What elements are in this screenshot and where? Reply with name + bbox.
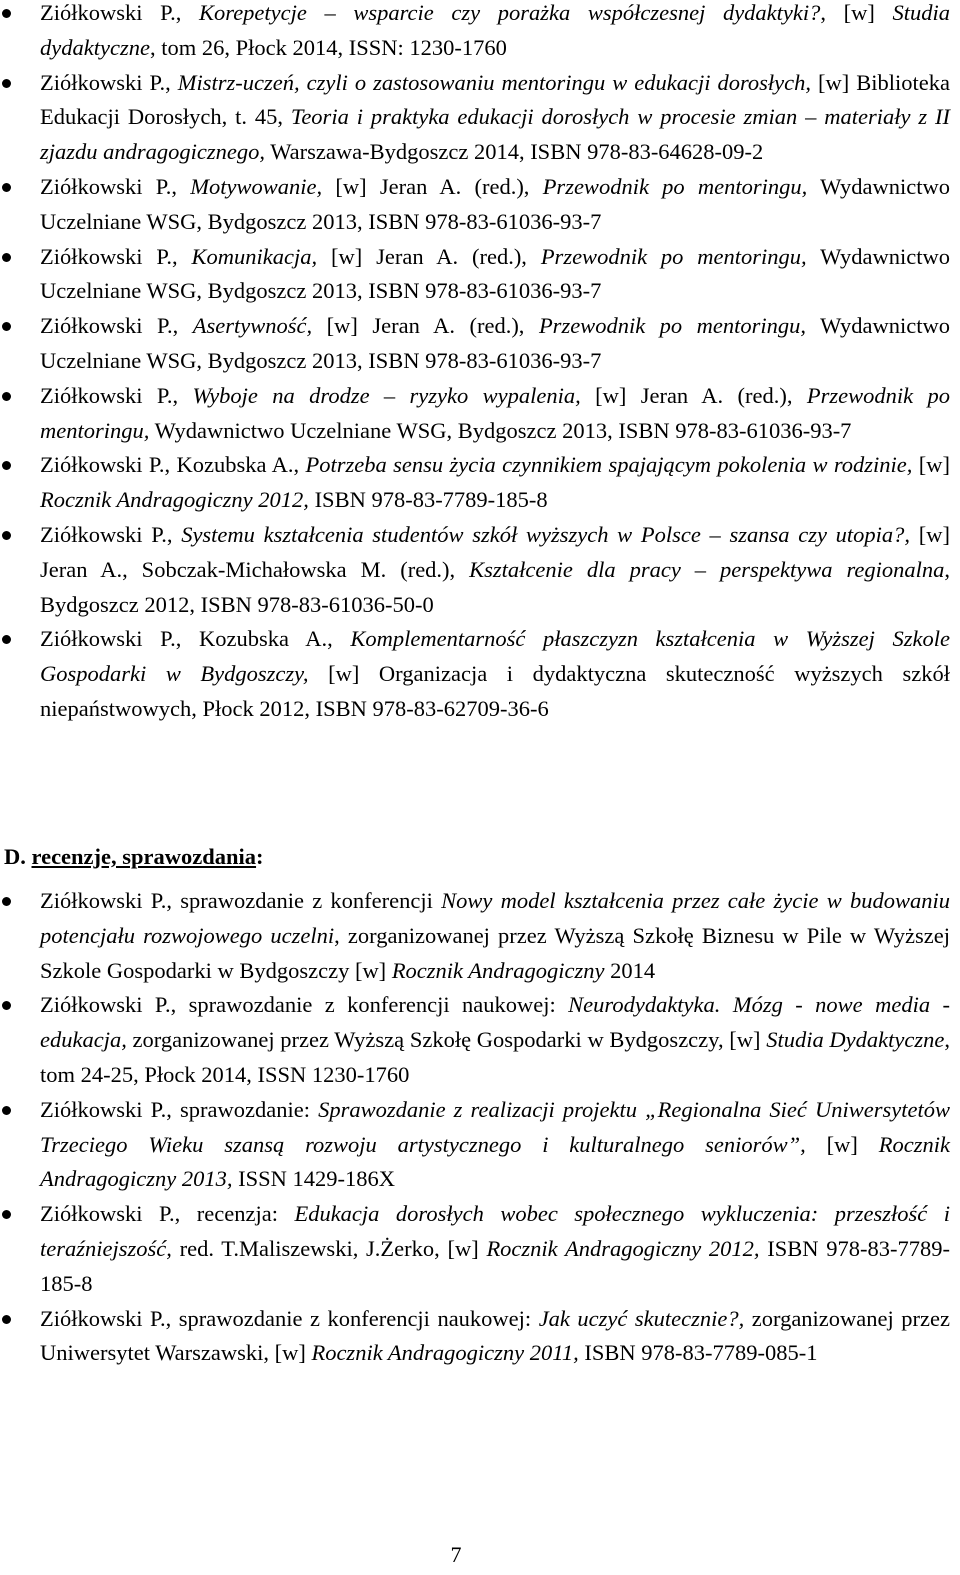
entry-title-italic: Przewodnik po mentoringu, bbox=[40, 382, 950, 443]
entry-title-italic: Wyboje na drodze – ryzyko wypalenia, bbox=[192, 382, 581, 408]
entry-text: Ziółkowski P., bbox=[40, 382, 193, 408]
entry-title-italic: Motywowanie, bbox=[190, 173, 323, 199]
bibliography-entry bbox=[0, 622, 960, 726]
entry-title-italic: Systemu kształcenia studentów szkół wyższych w Polsce – szansa czy utopia?, bbox=[181, 521, 911, 547]
heading-prefix: D. bbox=[4, 844, 32, 869]
bibliography-entry bbox=[0, 170, 960, 240]
bullet-icon bbox=[2, 9, 11, 18]
entry-text: Wydawnictwo Uczelniane WSG, Bydgoszcz 2013, ISBN 978-83-61036-93-7 bbox=[40, 313, 950, 373]
bullet-icon bbox=[2, 322, 11, 331]
entry-text: Warszawa-Bydgoszcz 2014, ISBN 978-83-64628-09-2 bbox=[265, 139, 764, 165]
entry-text: , zorganizowanej przez Wyższą Szkołę Biznesu w Pile w Wyższej Szkole Gospodarki w Bydgoszczy [w] bbox=[40, 922, 951, 983]
entry-title-italic: Neurodydaktyka. Mózg - nowe media - edukacja, bbox=[40, 992, 950, 1053]
entry-title-italic: Kształcenie dla pracy – perspektywa regionalna bbox=[469, 556, 945, 582]
entry-text: [w] Biblioteka Edukacji Dorosłych, t. 45, bbox=[40, 69, 950, 130]
bibliography-entry bbox=[0, 240, 960, 310]
entry-title-italic: Jak uczyć skutecznie?, bbox=[538, 1305, 745, 1331]
entry-text: zorganizowanej przez Uniwersytet Warszawski, [w] bbox=[40, 1305, 950, 1366]
bibliography-entry bbox=[0, 518, 960, 622]
entry-text: , Bydgoszcz 2012, ISBN 978-83-61036-50-0 bbox=[40, 556, 951, 617]
entry-title-italic: Asertywność, bbox=[192, 313, 313, 339]
entry-text: Ziółkowski P., sprawozdanie z konferencji naukowej: bbox=[40, 992, 569, 1018]
entry-text: zorganizowanej przez Wyższą Szkołę Gospodarki w Bydgoszczy, [w] bbox=[126, 1027, 767, 1053]
entry-text: [w] bbox=[912, 452, 950, 478]
page-number: 7 bbox=[450, 1542, 462, 1567]
publication-list-d bbox=[0, 884, 960, 1371]
entry-text: ISSN 1429-186X bbox=[232, 1166, 395, 1192]
heading-underlined: recenzje, sprawozdania bbox=[31, 844, 257, 869]
bibliography-entry bbox=[0, 988, 960, 1092]
entry-title-italic: Nowy model kształcenia przez całe życie w budowaniu potencjału rozwojowego uczelni bbox=[40, 888, 950, 948]
entry-text: Ziółkowski P., bbox=[40, 0, 200, 25]
entry-text: [w] Jeran A. (red.), bbox=[322, 173, 543, 199]
entry-text: , [w] bbox=[820, 0, 893, 25]
entry-text: [w] bbox=[805, 1131, 879, 1157]
bullet-icon bbox=[2, 79, 11, 88]
entry-text: [w] Jeran A. (red.), bbox=[580, 382, 807, 408]
bullet-icon bbox=[2, 1001, 11, 1010]
entry-title-italic: Przewodnik po mentoringu, bbox=[540, 243, 807, 269]
entry-title-italic: Rocznik Andragogiczny bbox=[391, 957, 605, 983]
entry-text: Wydawnictwo Uczelniane WSG, Bydgoszcz 2013, ISBN 978-83-61036-93-7 bbox=[40, 173, 950, 234]
entry-text: Ziółkowski P., recenzja: bbox=[40, 1201, 295, 1227]
bullet-icon bbox=[2, 1315, 11, 1324]
entry-title-italic: Rocznik Andragogiczny 2011, bbox=[311, 1340, 579, 1366]
bullet-icon bbox=[2, 253, 11, 262]
entry-text: , tom 26, Płock 2014, ISSN: 1230-1760 bbox=[149, 34, 507, 60]
entry-title-italic: Potrzeba sensu życia czynnikiem spajającym pokolenia w rodzinie, bbox=[305, 452, 913, 478]
entry-text: Ziółkowski P., Kozubska A., bbox=[40, 452, 306, 478]
entry-title-italic: Komplementarność płaszczyzn kształcenia w Wyższej Szkole Gospodarki w Bydgoszczy, bbox=[40, 626, 950, 687]
entry-title-italic: Studia Dydaktyczne bbox=[766, 1027, 945, 1053]
entry-text: red. T.Maliszewski, J.Żerko, [w] bbox=[171, 1235, 487, 1261]
bullet-icon bbox=[2, 635, 11, 644]
entry-title-italic: Teoria i praktyka edukacji dorosłych w procesie zmian – materiały z II zjazdu andragogicznego, bbox=[40, 104, 950, 165]
bibliography-entry bbox=[0, 379, 960, 449]
entry-text: Ziółkowski P., sprawozdanie z konferencji bbox=[40, 888, 442, 913]
entry-text: Wydawnictwo Uczelniane WSG, Bydgoszcz 2013, ISBN 978-83-61036-93-7 bbox=[40, 243, 950, 304]
entry-title-italic: Studia dydaktyczne bbox=[40, 0, 951, 60]
bibliography-entry bbox=[0, 309, 960, 379]
entry-title-italic: Korepetycje – wsparcie czy porażka współczesnej dydaktyki? bbox=[199, 0, 821, 25]
bullet-icon bbox=[2, 897, 11, 906]
entry-title-italic: Przewodnik po mentoringu, bbox=[538, 313, 807, 339]
bibliography-entry bbox=[0, 1197, 960, 1301]
publication-list-c bbox=[0, 0, 960, 727]
entry-text: [w] Jeran A. (red.), bbox=[312, 313, 539, 339]
entry-text: Ziółkowski P., bbox=[40, 69, 178, 95]
heading-suffix: : bbox=[256, 844, 264, 869]
bullet-icon bbox=[2, 1210, 11, 1219]
entry-title-italic: Mistrz-uczeń, czyli o zastosowaniu mentoringu w edukacji dorosłych, bbox=[177, 69, 811, 95]
bibliography-entry bbox=[0, 0, 960, 66]
entry-text: Ziółkowski P., bbox=[40, 313, 193, 339]
entry-title-italic: Rocznik Andragogiczny 2013, bbox=[40, 1131, 951, 1192]
section-d-heading bbox=[4, 840, 264, 875]
bullet-icon bbox=[2, 531, 11, 540]
entry-title-italic: Komunikacja, bbox=[191, 243, 318, 269]
entry-text: , tom 24-25, Płock 2014, ISSN 1230-1760 bbox=[40, 1027, 950, 1087]
bullet-icon bbox=[2, 1106, 11, 1115]
bibliography-entry bbox=[0, 884, 960, 988]
entry-title-italic: Rocznik Andragogiczny 2012, bbox=[486, 1235, 760, 1261]
bibliography-entry bbox=[0, 1093, 960, 1197]
entry-text: Ziółkowski P., bbox=[40, 521, 182, 547]
bibliography-entry bbox=[0, 448, 960, 518]
entry-text: [w] Jeran A., Sobczak-Michałowska M. (red.), bbox=[40, 521, 950, 582]
entry-text: Ziółkowski P., Kozubska A., bbox=[40, 626, 351, 652]
bullet-icon bbox=[2, 183, 11, 192]
bibliography-entry bbox=[0, 66, 960, 170]
bullet-icon bbox=[2, 392, 11, 401]
bibliography-entry bbox=[0, 1302, 960, 1372]
entry-text: ISBN 978-83-7789-185-8 bbox=[40, 1235, 950, 1296]
entry-text: ISBN 978-83-7789-185-8 bbox=[308, 487, 548, 513]
entry-text: Ziółkowski P., bbox=[40, 173, 191, 199]
entry-text: Ziółkowski P., bbox=[40, 243, 192, 269]
entry-text: [w] Jeran A. (red.), bbox=[317, 243, 541, 269]
entry-title-italic: Rocznik Andragogiczny 2012, bbox=[40, 487, 309, 513]
entry-title-italic: Przewodnik po mentoringu, bbox=[542, 173, 808, 199]
entry-text: ISBN 978-83-7789-085-1 bbox=[578, 1340, 818, 1366]
entry-title-italic: Edukacja dorosłych wobec społecznego wykluczenia: przeszłość i teraźniejszość, bbox=[40, 1201, 950, 1261]
entry-text: 2014 bbox=[604, 957, 656, 983]
bullet-icon bbox=[2, 461, 11, 470]
entry-title-italic: Sprawozdanie z realizacji projektu „Regionalna Sieć Uniwersytetów Trzeciego Wieku szansą rozwoju artystycznego i kulturalnego seniorów”, bbox=[40, 1096, 951, 1157]
entry-text: Wydawnictwo Uczelniane WSG, Bydgoszcz 2013, ISBN 978-83-61036-93-7 bbox=[149, 417, 852, 443]
entry-text: [w] Organizacja i dydaktyczna skuteczność wyższych szkół niepaństwowych, Płock 2012, ISBN 978-83-62709-36-6 bbox=[40, 661, 950, 721]
entry-text: Ziółkowski P., sprawozdanie z konferencji naukowej: bbox=[40, 1305, 539, 1331]
entry-text: Ziółkowski P., sprawozdanie: bbox=[40, 1096, 319, 1122]
